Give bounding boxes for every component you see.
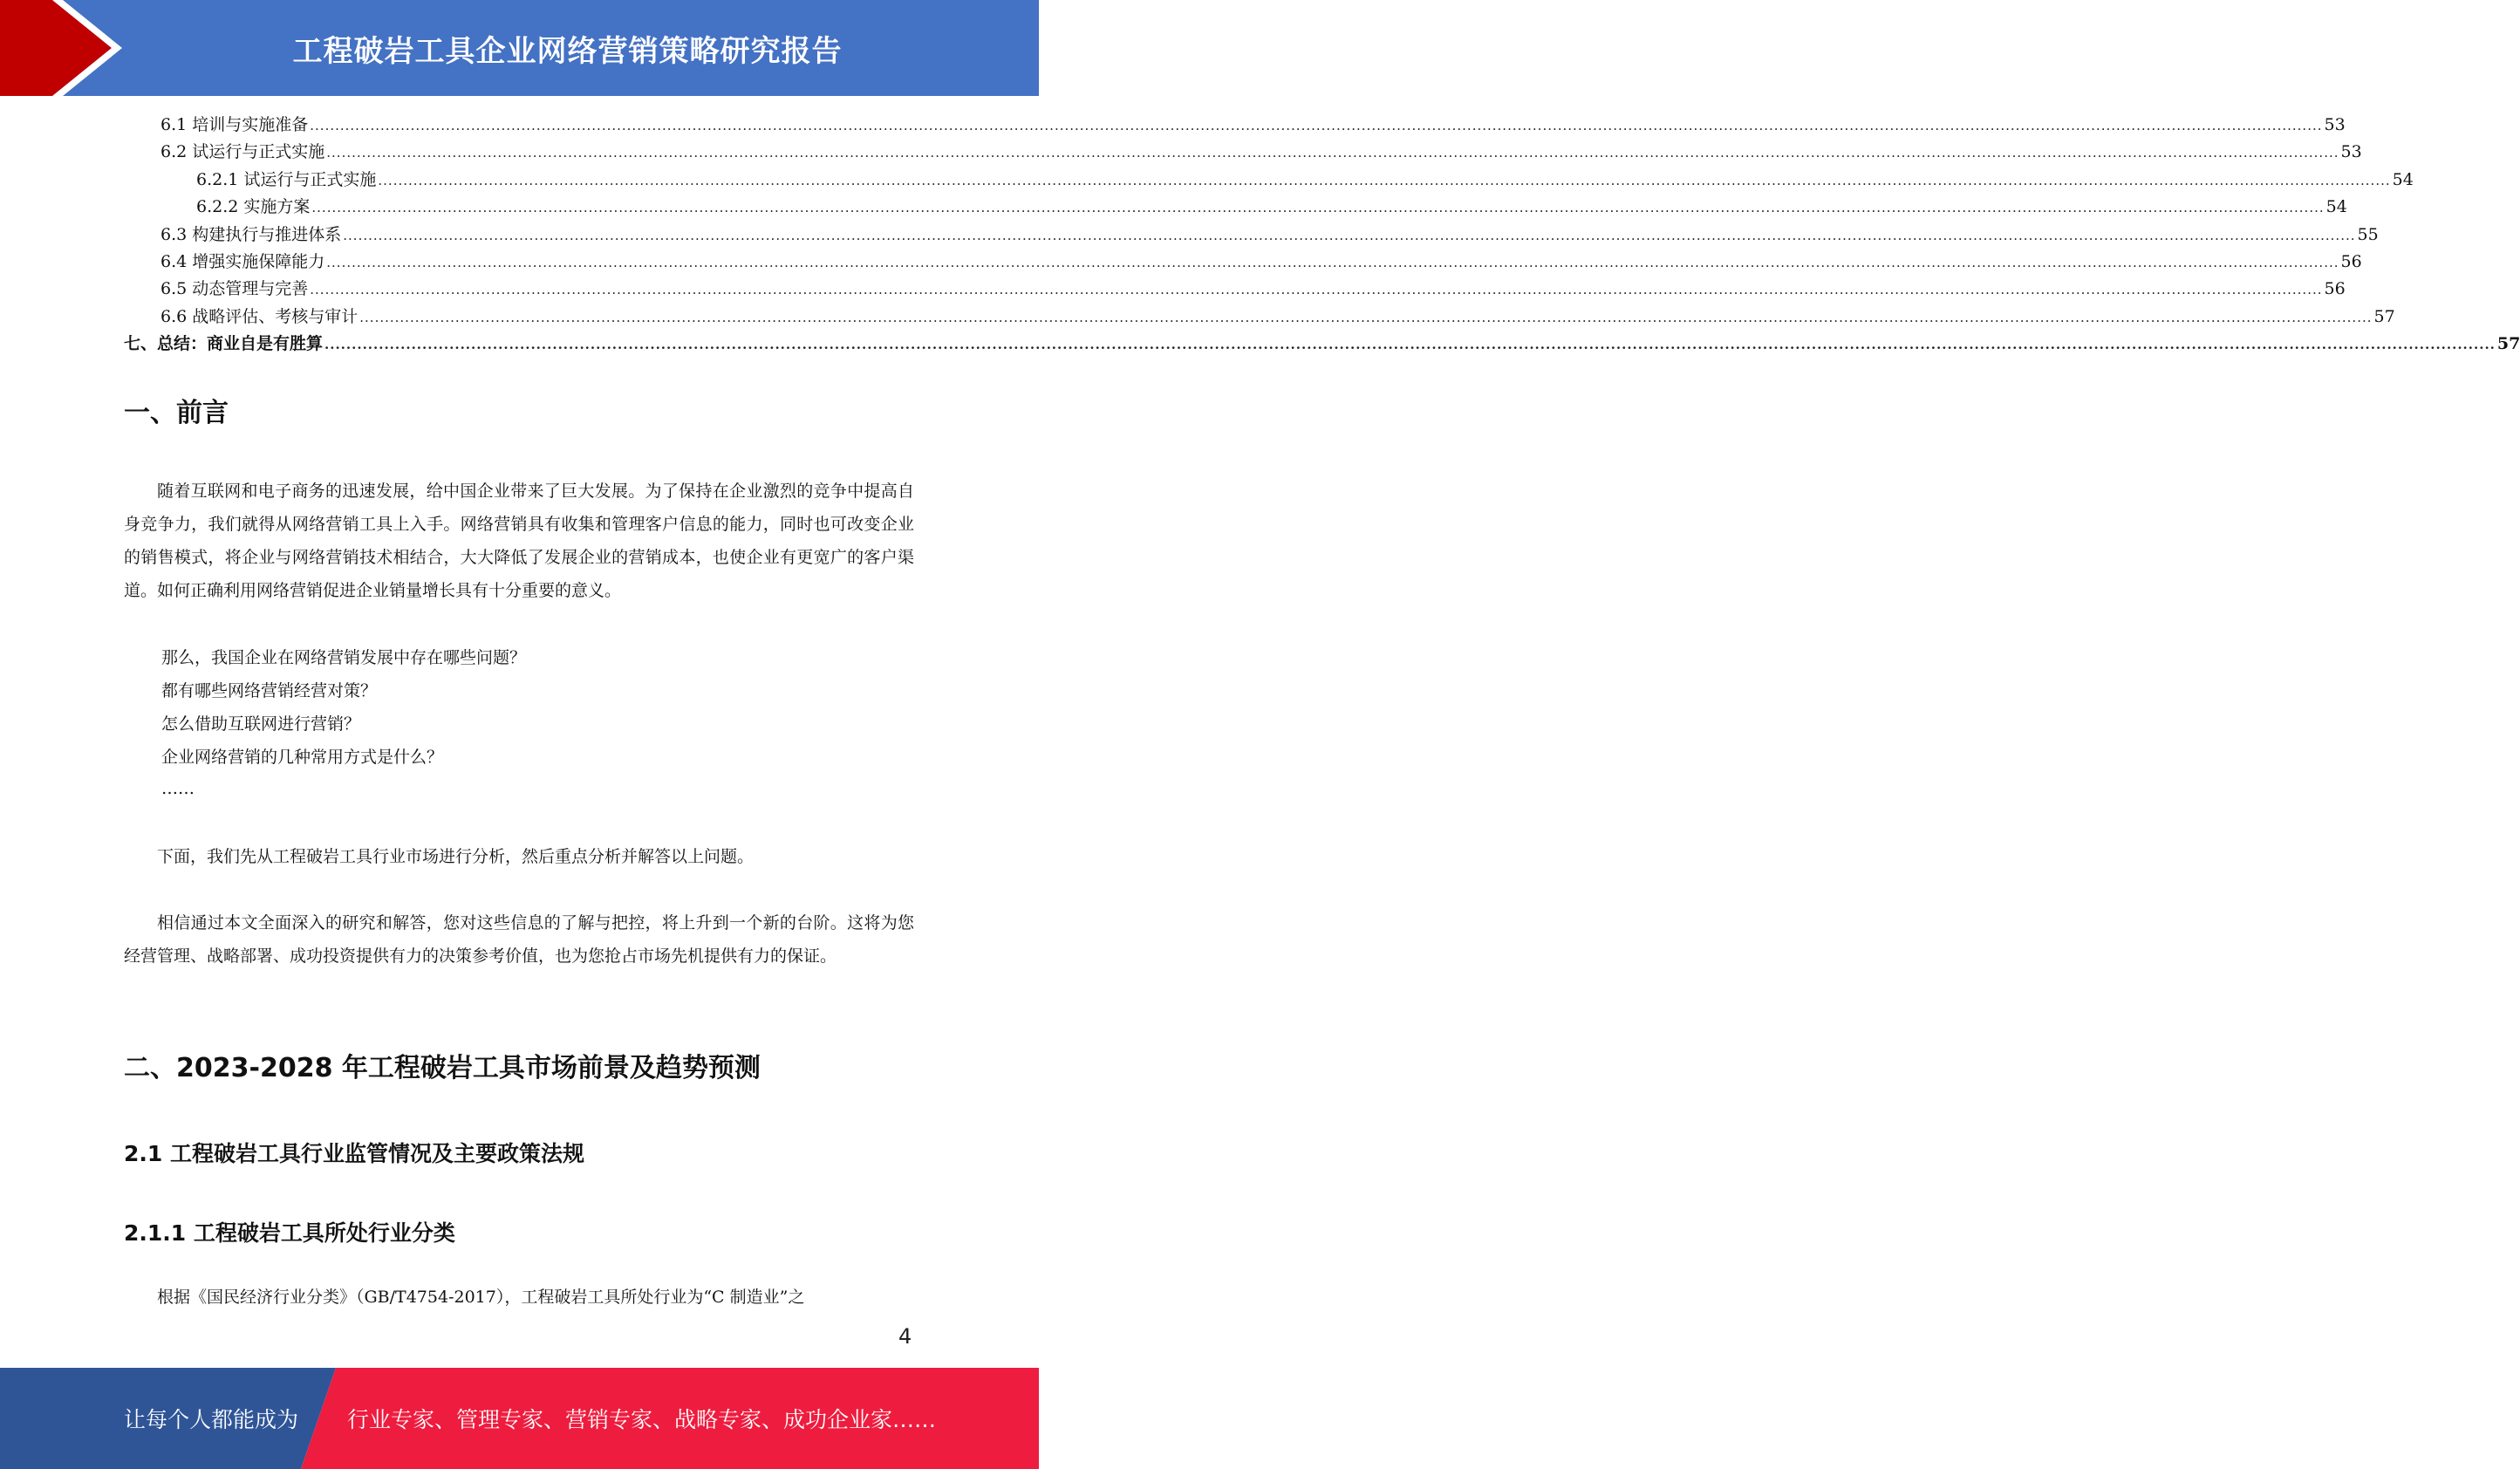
toc-entry-label: 6.2.1 试运行与正式实施 xyxy=(196,169,377,189)
section-heading-preface: 一、前言 xyxy=(124,398,229,428)
toc-entry-page: 56 xyxy=(2340,251,2362,271)
toc-entry[interactable] xyxy=(124,276,2346,303)
toc-leader-dots: ................................................................................................................................................................................................................................................................................................................................................................................................................ xyxy=(326,145,2339,161)
toc-entry-page: 54 xyxy=(2392,169,2414,189)
question-line: 企业网络营销的几种常用方式是什么？ xyxy=(161,748,444,767)
toc-entry-page: 54 xyxy=(2325,197,2347,217)
toc-entry[interactable] xyxy=(124,167,2414,194)
toc-leader-dots: ................................................................................................................................................................................................................................................................................................................................................................................................................ xyxy=(310,118,2323,133)
toc-entry[interactable] xyxy=(124,304,2395,331)
footer-slogan-left: 让每个人都能成为 xyxy=(124,1407,299,1432)
toc-entry-page: 56 xyxy=(2324,279,2346,299)
toc-leader-dots: ................................................................................................................................................................................................................................................................................................................................................................................................................ xyxy=(359,309,2373,325)
toc-leader-dots: ................................................................................................................................................................................................................................................................................................................................................................................................................ xyxy=(378,172,2391,188)
toc-entry-page: 57 xyxy=(2496,334,2520,354)
toc-entry[interactable] xyxy=(124,139,2362,166)
subsection-heading-classification: 2.1.1 工程破岩工具所处行业分类 xyxy=(124,1220,455,1246)
toc-entry-label: 6.1 培训与实施准备 xyxy=(160,115,309,134)
classification-paragraph: 根据《国民经济行业分类》（GB/T4754-2017），工程破岩工具所处行业为“C 制造业”之 xyxy=(157,1288,805,1307)
section-heading-forecast: 二、2023-2028 年工程破岩工具市场前景及趋势预测 xyxy=(124,1053,761,1083)
toc-entry[interactable] xyxy=(124,194,2347,221)
ellipsis-line: …… xyxy=(161,779,195,798)
question-line: 那么，我国企业在网络营销发展中存在哪些问题？ xyxy=(161,648,527,667)
toc-leader-dots: ................................................................................................................................................................................................................................................................................................................................................................................................................ xyxy=(311,200,2325,216)
toc-leader-dots: ................................................................................................................................................................................................................................................................................................................................................................................................................ xyxy=(326,254,2339,270)
toc-entry-page: 53 xyxy=(2324,115,2346,134)
toc-entry-label: 6.6 战略评估、考核与审计 xyxy=(160,306,359,326)
report-title: 工程破岩工具企业网络营销策略研究报告 xyxy=(292,33,843,69)
page-header xyxy=(0,0,1039,96)
toc-entry[interactable] xyxy=(124,222,2379,249)
toc-entry-label: 6.4 增强实施保障能力 xyxy=(160,251,325,271)
page-footer xyxy=(0,1368,1039,1469)
subsection-heading-regulation: 2.1 工程破岩工具行业监管情况及主要政策法规 xyxy=(124,1141,584,1166)
question-line: 怎么借助互联网进行营销？ xyxy=(161,714,361,734)
preface-paragraph-3: 相信通过本文全面深入的研究和解答，您对这些信息的了解与把控，将上升到一个新的台阶。这将为您经营管理、战略部署、成功投资提供有力的决策参考价值，也为您抢占市场先机提供有力的保证。 xyxy=(124,913,914,966)
toc-entry-page: 55 xyxy=(2357,224,2379,244)
table-of-contents xyxy=(124,112,2520,359)
toc-entry-page: 53 xyxy=(2340,142,2362,162)
toc-entry-label: 6.2 试运行与正式实施 xyxy=(160,142,325,162)
preface-paragraph-2: 下面，我们先从工程破岩工具行业市场进行分析，然后重点分析并解答以上问题。 xyxy=(157,847,755,866)
toc-entry-label: 6.5 动态管理与完善 xyxy=(160,279,309,299)
page-number: 4 xyxy=(898,1324,912,1349)
toc-entry[interactable] xyxy=(124,249,2362,276)
toc-leader-dots: ................................................................................................................................................................................................................................................................................................................................................................................................................ xyxy=(343,227,2356,243)
toc-entry-label: 6.2.2 实施方案 xyxy=(196,197,311,217)
header-arrow-decoration xyxy=(0,0,140,96)
toc-entry[interactable] xyxy=(124,112,2346,139)
preface-paragraph-1: 随着互联网和电子商务的迅速发展，给中国企业带来了巨大发展。为了保持在企业激烈的竞争中提高自身竞争力，我们就得从网络营销工具上入手。网络营销具有收集和管理客户信息的能力，同时也可改变企业的销售模式，将企业与网络营销技术相结合，大大降低了发展企业的营销成本，也使企业有更宽广的客户渠道。如何正确利用网络营销促进企业销量增长具有十分重要的意义。 xyxy=(124,482,914,600)
toc-leader-dots: ................................................................................................................................................................................................................................................................................................................................................................................................................ xyxy=(310,282,2323,298)
toc-entry[interactable] xyxy=(124,331,2520,358)
footer-slogan-right: 行业专家、管理专家、营销专家、战略专家、成功企业家…… xyxy=(347,1407,937,1432)
toc-entry-label: 七、总结：商业自是有胜算 xyxy=(124,334,324,354)
toc-entry-label: 6.3 构建执行与推进体系 xyxy=(160,224,342,244)
toc-leader-dots: ................................................................................................................................................................................................................................................................................................................................................................................................................ xyxy=(324,337,2496,353)
question-line: 都有哪些网络营销经营对策？ xyxy=(161,681,378,700)
toc-entry-page: 57 xyxy=(2373,306,2395,326)
